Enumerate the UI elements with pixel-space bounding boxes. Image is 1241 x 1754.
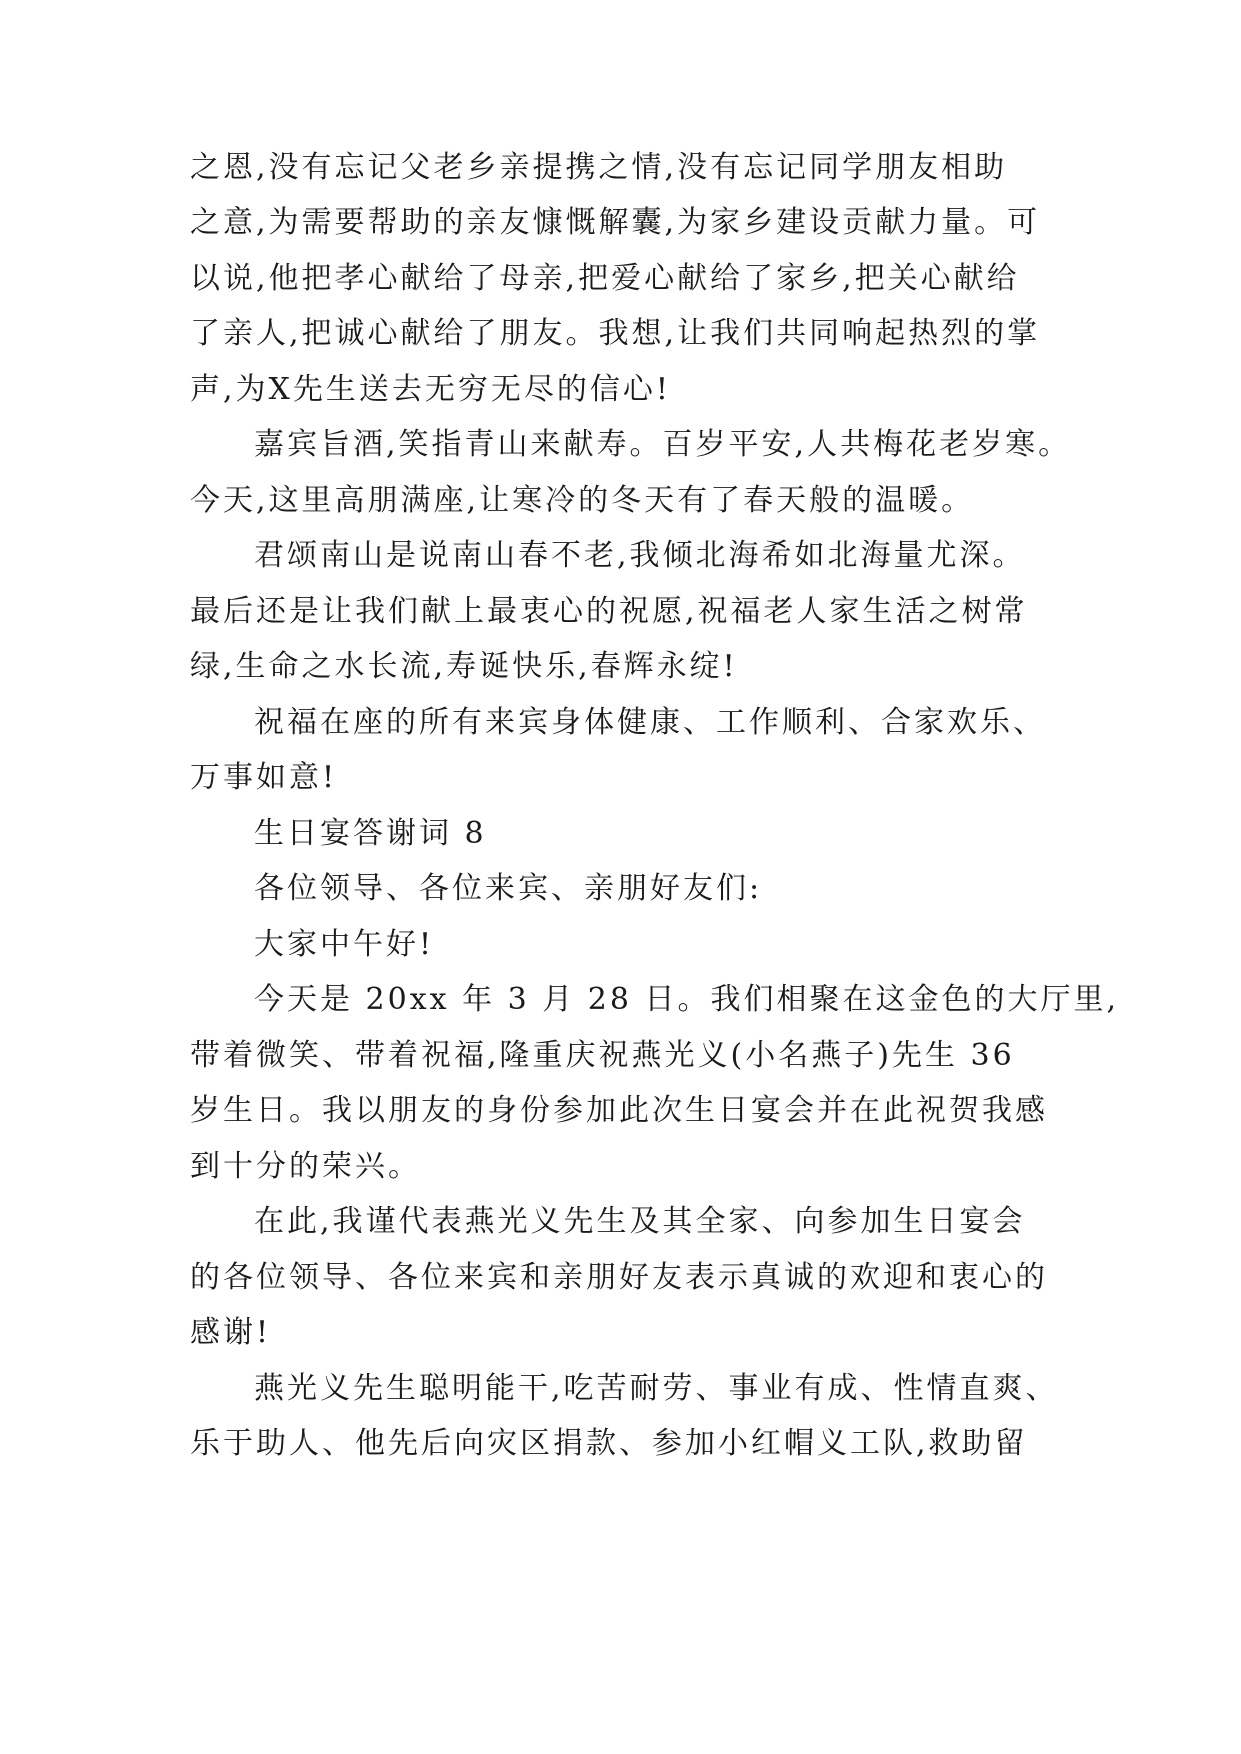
text-line: 声,为X先生送去无穷无尽的信心! [190, 372, 671, 407]
section-heading: 生日宴答谢词 8 [254, 816, 487, 851]
text-line: 今天,这里高朋满座,让寒冷的冬天有了春天般的温暖。 [190, 483, 975, 518]
text-line: 岁生日。我以朋友的身份参加此次生日宴会并在此祝贺我感 [190, 1093, 1048, 1128]
text-line: 燕光义先生聪明能干,吃苦耐劳、事业有成、性情直爽、 [254, 1371, 1059, 1406]
text-line: 之意,为需要帮助的亲友慷慨解囊,为家乡建设贡献力量。可 [190, 205, 1041, 240]
text-line: 的各位领导、各位来宾和亲朋好友表示真诚的欢迎和衷心的 [190, 1260, 1048, 1295]
text-line: 今天是 20xx 年 3 月 28 日。我们相聚在这金色的大厅里, [254, 982, 1120, 1017]
text-line: 大家中午好! [254, 927, 435, 962]
text-line: 以说,他把孝心献给了母亲,把爱心献给了家乡,把关心献给 [190, 261, 1020, 296]
text-line: 万事如意! [190, 760, 338, 795]
text-line: 感谢! [190, 1315, 272, 1350]
text-line: 君颂南山是说南山春不老,我倾北海希如北海量尤深。 [254, 538, 1026, 573]
text-line: 嘉宾旨酒,笑指青山来献寿。百岁平安,人共梅花老岁寒。 [254, 427, 1072, 462]
text-line: 之恩,没有忘记父老乡亲提携之情,没有忘记同学朋友相助 [190, 150, 1008, 185]
text-line: 在此,我谨代表燕光义先生及其全家、向参加生日宴会 [254, 1204, 1026, 1239]
text-line: 各位领导、各位来宾、亲朋好友们: [254, 871, 763, 906]
text-line: 最后还是让我们献上最衷心的祝愿,祝福老人家生活之树常 [190, 594, 1028, 629]
text-line: 了亲人,把诚心献给了朋友。我想,让我们共同响起热烈的掌 [190, 316, 1041, 351]
text-line: 绿,生命之水长流,寿诞快乐,春辉永绽! [190, 649, 738, 684]
text-line: 带着微笑、带着祝福,隆重庆祝燕光义(小名燕子)先生 36 [190, 1038, 1015, 1073]
text-line: 到十分的荣兴。 [190, 1149, 421, 1184]
text-line: 祝福在座的所有来宾身体健康、工作顺利、合家欢乐、 [254, 705, 1046, 740]
text-line: 乐于助人、他先后向灾区捐款、参加小红帽义工队,救助留 [190, 1426, 1028, 1461]
